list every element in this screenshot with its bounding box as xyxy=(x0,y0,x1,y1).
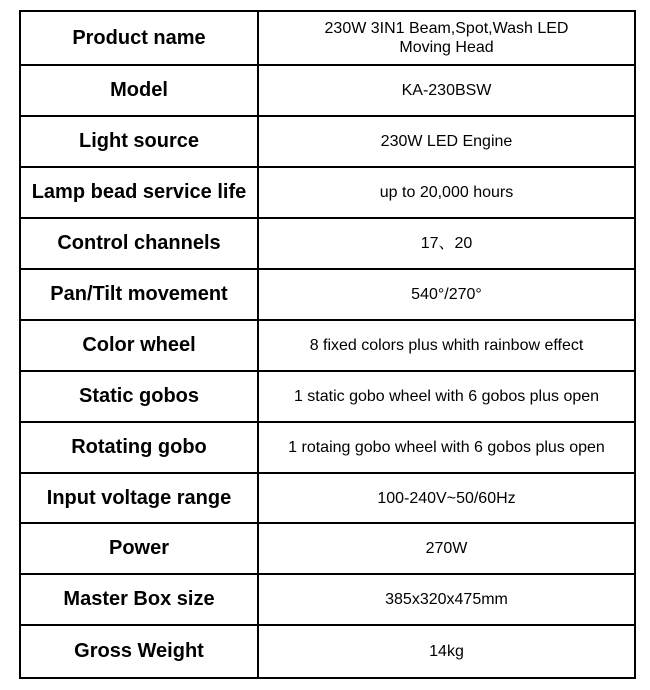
row-value: 385x320x475mm xyxy=(258,574,635,625)
table-row xyxy=(20,167,635,218)
row-label: Master Box size xyxy=(20,574,258,625)
row-value: 270W xyxy=(258,523,635,574)
table-row xyxy=(20,574,635,625)
row-label: Control channels xyxy=(20,218,258,269)
row-value: 8 fixed colors plus whith rainbow effect xyxy=(258,320,635,371)
row-label: Power xyxy=(20,523,258,574)
table-row xyxy=(20,269,635,320)
table-row xyxy=(20,625,635,678)
table-row xyxy=(20,320,635,371)
row-label: Static gobos xyxy=(20,371,258,422)
row-value: 1 static gobo wheel with 6 gobos plus open xyxy=(258,371,635,422)
row-value xyxy=(258,11,635,65)
table-row xyxy=(20,116,635,167)
table-row xyxy=(20,218,635,269)
row-value: 1 rotaing gobo wheel with 6 gobos plus open xyxy=(258,422,635,473)
row-label: Color wheel xyxy=(20,320,258,371)
table-row xyxy=(20,65,635,116)
row-value-line: 230W 3IN1 Beam,Spot,Wash LED xyxy=(324,20,569,37)
table-row xyxy=(20,371,635,422)
row-label: Rotating gobo xyxy=(20,422,258,473)
row-label: Light source xyxy=(20,116,258,167)
row-label: Model xyxy=(20,65,258,116)
table-row xyxy=(20,11,635,65)
row-label: Gross Weight xyxy=(20,625,258,678)
row-value: 14kg xyxy=(258,625,635,678)
row-value: up to 20,000 hours xyxy=(258,167,635,218)
row-label: Pan/Tilt movement xyxy=(20,269,258,320)
table-row xyxy=(20,422,635,473)
row-label: Product name xyxy=(20,11,258,65)
row-value: 17、20 xyxy=(258,218,635,269)
spec-table xyxy=(19,10,636,679)
row-value-line: Moving Head xyxy=(399,39,494,56)
row-value: KA-230BSW xyxy=(258,65,635,116)
row-value: 540°/270° xyxy=(258,269,635,320)
row-label: Input voltage range xyxy=(20,473,258,523)
table-row xyxy=(20,473,635,523)
table-row xyxy=(20,523,635,574)
row-label: Lamp bead service life xyxy=(20,167,258,218)
row-value: 230W LED Engine xyxy=(258,116,635,167)
row-value: 100-240V~50/60Hz xyxy=(258,473,635,523)
